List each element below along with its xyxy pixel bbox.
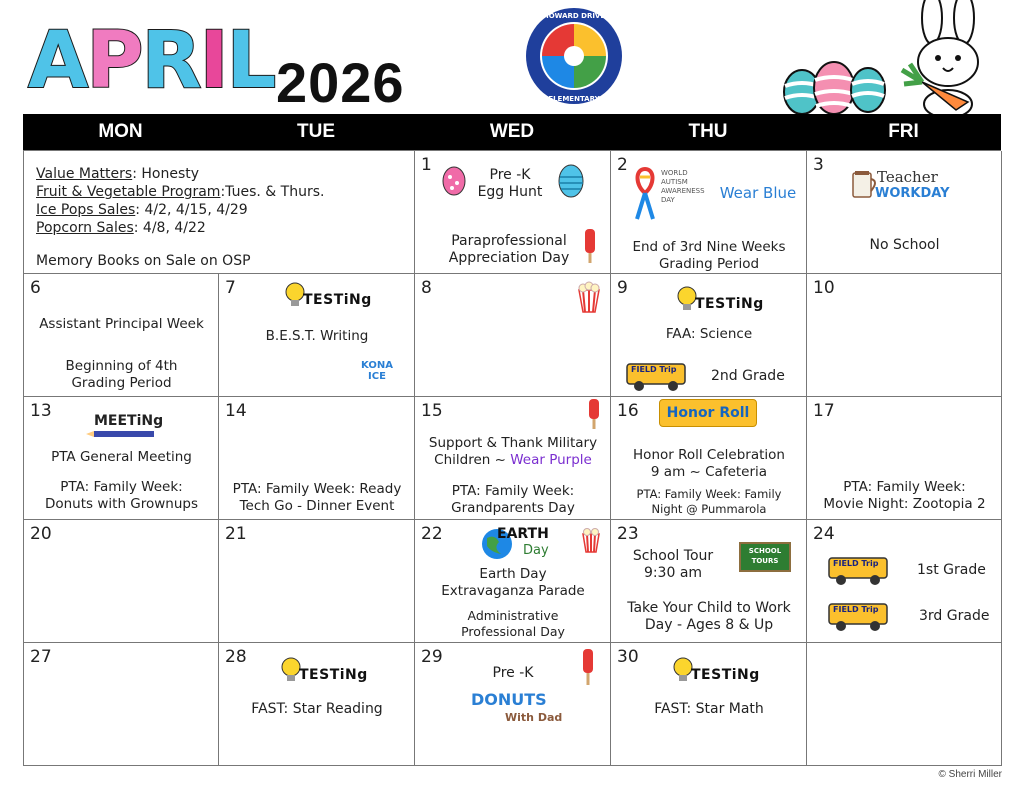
event-text: Pre -K xyxy=(492,665,534,681)
earth-label: EARTH xyxy=(497,526,549,542)
event-line: 9 am ~ Cafeteria xyxy=(650,464,768,480)
day-number: 27 xyxy=(30,647,52,667)
weekday-header xyxy=(23,114,1001,150)
event-line: Take Your Child to Work xyxy=(627,600,791,616)
event-line: Pre -K xyxy=(489,167,531,183)
event-line: PTA: Family Week: xyxy=(451,483,575,499)
event-text xyxy=(219,481,415,515)
event-text: 2nd Grade xyxy=(711,368,785,384)
event-text xyxy=(611,600,807,634)
event-line: Administrative xyxy=(467,608,559,623)
event-text xyxy=(415,435,611,469)
event-line: Honor Roll Celebration xyxy=(633,447,785,463)
event-text: FAST: Star Reading xyxy=(251,701,383,717)
meeting-label: MEETiNg xyxy=(94,413,164,429)
field-trip-text: FIELD Trip xyxy=(631,365,677,374)
day-cell-2 xyxy=(611,151,807,274)
calendar-grid xyxy=(23,150,1001,766)
day-cell-6 xyxy=(24,274,219,397)
event-text: B.E.S.T. Writing xyxy=(265,328,369,344)
day-number: 17 xyxy=(813,401,835,421)
popcorn-icon xyxy=(575,280,603,314)
event-line: PTA: Family Week: Family xyxy=(636,487,782,501)
event-line: PTA: Family Week: xyxy=(60,479,183,495)
day-number: 3 xyxy=(813,155,824,175)
day-number: 22 xyxy=(421,524,443,544)
day-cell-7 xyxy=(219,274,415,397)
info-fruit xyxy=(36,183,324,201)
testing-badge xyxy=(281,657,368,683)
event-text: 1st Grade xyxy=(917,562,986,578)
event-text: 3rd Grade xyxy=(919,608,990,624)
day-number: 30 xyxy=(617,647,639,667)
event-line: Movie Night: Zootopia 2 xyxy=(823,496,986,512)
event-line: Extravaganza Parade xyxy=(441,583,585,599)
month-letter: P xyxy=(86,16,142,106)
event-line-part: Children ~ xyxy=(434,452,511,468)
day-number: 21 xyxy=(225,524,247,544)
event-text xyxy=(415,566,611,600)
event-line: Donuts with Grownups xyxy=(44,496,199,512)
calendar xyxy=(23,114,1001,766)
testing-badge xyxy=(673,657,760,683)
info-text: :Tues. & Thurs. xyxy=(220,184,325,200)
event-text: Assistant Principal Week xyxy=(39,316,204,332)
info-label: Value Matters xyxy=(36,166,133,182)
info-text: : Honesty xyxy=(132,166,200,182)
day-cell-13 xyxy=(24,397,219,520)
school-bus-icon xyxy=(827,552,891,586)
day-cell-27 xyxy=(24,643,219,766)
day-cell-15 xyxy=(415,397,611,520)
honor-roll-badge: Honor Roll xyxy=(659,399,757,427)
day-cell-29 xyxy=(415,643,611,766)
event-line: Support & Thank Military xyxy=(428,435,598,451)
donuts-label: DONUTS xyxy=(471,690,547,709)
testing-badge xyxy=(285,282,372,308)
event-line: PTA: Family Week: Ready xyxy=(232,481,402,497)
day-cell-9 xyxy=(611,274,807,397)
day-cell-28 xyxy=(219,643,415,766)
event-text: PTA General Meeting xyxy=(51,449,192,465)
event-text xyxy=(627,548,719,582)
day-number: 14 xyxy=(225,401,247,421)
month-letter: R xyxy=(141,16,200,106)
info-memory: Memory Books on Sale on OSP xyxy=(36,253,251,269)
testing-badge xyxy=(677,286,764,312)
logo-bottom-text: ELEMENTARY xyxy=(548,95,600,103)
field-trip-text: FIELD Trip xyxy=(833,559,879,568)
weekday-fri: FRI xyxy=(888,121,919,142)
day-number: 20 xyxy=(30,524,52,544)
event-text: No School xyxy=(869,237,940,253)
autism-day-text: WORLD AUTISM AWARENESS DAY xyxy=(661,169,705,204)
event-text xyxy=(415,608,611,640)
testing-label: TESTiNg xyxy=(303,292,372,308)
day-number: 28 xyxy=(225,647,247,667)
popcorn-icon xyxy=(579,526,603,554)
school-bus-icon xyxy=(625,358,689,392)
month-letter: I xyxy=(199,16,227,106)
logo-top-text: HOWARD DRIVE xyxy=(542,12,606,20)
month-title xyxy=(28,16,275,106)
month-letter: L xyxy=(226,16,275,106)
day-number: 8 xyxy=(421,278,432,298)
school-bus-icon xyxy=(827,598,891,632)
info-label: Ice Pops Sales xyxy=(36,202,136,218)
info-popcorn xyxy=(36,219,324,237)
info-text: : 4/2, 4/15, 4/29 xyxy=(135,202,248,218)
day-cell-1 xyxy=(415,151,611,274)
event-line: Paraprofessional xyxy=(451,233,567,249)
event-line: Appreciation Day xyxy=(448,250,570,266)
weekday-wed: WED xyxy=(489,121,535,142)
day-cell-17 xyxy=(807,397,1002,520)
event-line: Grandparents Day xyxy=(451,500,575,516)
event-text xyxy=(415,483,611,517)
event-line: Egg Hunt xyxy=(477,184,543,200)
event-text: FAA: Science xyxy=(665,326,753,342)
event-text xyxy=(24,479,219,513)
day-cell-22 xyxy=(415,520,611,643)
wear-blue-text: Wear Blue xyxy=(719,184,797,202)
testing-label: TESTiNg xyxy=(695,296,764,312)
school-logo xyxy=(524,6,624,106)
day-number: 10 xyxy=(813,278,835,298)
field-trip-text: FIELD Trip xyxy=(833,605,879,614)
day-number: 1 xyxy=(421,155,432,175)
info-label: Popcorn Sales xyxy=(36,220,134,236)
day-label: Day xyxy=(523,543,549,558)
wear-purple-text: Wear Purple xyxy=(510,452,592,468)
day-cell-16 xyxy=(611,397,807,520)
event-text xyxy=(24,358,219,392)
pencil-icon xyxy=(86,429,160,439)
event-line: Grading Period xyxy=(71,375,172,391)
ice-pop-icon xyxy=(581,649,595,685)
day-number: 13 xyxy=(30,401,52,421)
day-number: 7 xyxy=(225,278,236,298)
event-text xyxy=(611,447,807,481)
year-title: 2026 xyxy=(276,51,405,114)
copyright: © Sherri Miller xyxy=(938,769,1002,780)
day-cell-21 xyxy=(219,520,415,643)
event-line: Professional Day xyxy=(461,624,565,639)
event-text xyxy=(807,479,1002,513)
day-number: 16 xyxy=(617,401,639,421)
weekday-mon: MON xyxy=(98,121,143,142)
day-cell-23 xyxy=(611,520,807,643)
ice-pop-icon xyxy=(583,229,597,263)
day-number: 24 xyxy=(813,524,835,544)
info-cell xyxy=(24,151,415,274)
info-values xyxy=(36,165,324,183)
event-text xyxy=(615,239,803,273)
event-text: FAST: Star Math xyxy=(654,701,764,717)
day-number: 23 xyxy=(617,524,639,544)
school-tours-board: SCHOOL TOURS xyxy=(739,542,791,572)
day-number: 29 xyxy=(421,647,443,667)
event-line: Tech Go - Dinner Event xyxy=(239,498,395,514)
month-letter: A xyxy=(28,16,87,106)
testing-label: TESTiNg xyxy=(691,667,760,683)
lightbulb-icon xyxy=(285,282,305,308)
info-label: Fruit & Vegetable Program xyxy=(36,184,221,200)
lightbulb-icon xyxy=(677,286,697,312)
info-text: : 4/8, 4/22 xyxy=(133,220,206,236)
event-line: School Tour xyxy=(632,548,714,564)
event-line: Beginning of 4th xyxy=(65,358,178,374)
day-number: 9 xyxy=(617,278,628,298)
day-number: 6 xyxy=(30,278,41,298)
teacher-text: Teacher xyxy=(877,168,938,186)
workday-text: WORKDAY xyxy=(875,186,950,201)
event-line: End of 3rd Nine Weeks xyxy=(632,239,786,255)
day-number: 15 xyxy=(421,401,443,421)
event-line: Day - Ages 8 & Up xyxy=(644,617,774,633)
info-ice xyxy=(36,201,324,219)
kona-ice-logo: KONA ICE xyxy=(361,360,393,382)
event-text xyxy=(455,167,565,201)
day-cell-10 xyxy=(807,274,1002,397)
bunny-eggs-illustration xyxy=(782,0,1012,118)
day-cell-20 xyxy=(24,520,219,643)
event-line: Earth Day xyxy=(479,566,547,582)
day-cell-30 xyxy=(611,643,807,766)
event-line: Night @ Pummarola xyxy=(651,502,767,516)
day-cell-24 xyxy=(807,520,1002,643)
event-text xyxy=(611,487,807,517)
day-cell-3 xyxy=(807,151,1002,274)
event-line: PTA: Family Week: xyxy=(843,479,966,495)
event-text xyxy=(419,233,599,267)
lightbulb-icon xyxy=(673,657,693,683)
day-cell-14 xyxy=(219,397,415,520)
with-dad-label: With Dad xyxy=(505,711,563,724)
lightbulb-icon xyxy=(281,657,301,683)
ice-pop-icon xyxy=(587,399,601,429)
day-cell-empty xyxy=(807,643,1002,766)
day-number: 2 xyxy=(617,155,628,175)
event-line xyxy=(415,452,611,469)
info-list xyxy=(36,165,324,237)
event-line: Grading Period xyxy=(658,256,760,272)
day-cell-8 xyxy=(415,274,611,397)
event-line: 9:30 am xyxy=(643,565,703,581)
autism-ribbon-icon xyxy=(633,165,657,221)
weekday-tue: TUE xyxy=(297,121,335,142)
weekday-thu: THU xyxy=(688,121,728,142)
testing-label: TESTiNg xyxy=(299,667,368,683)
